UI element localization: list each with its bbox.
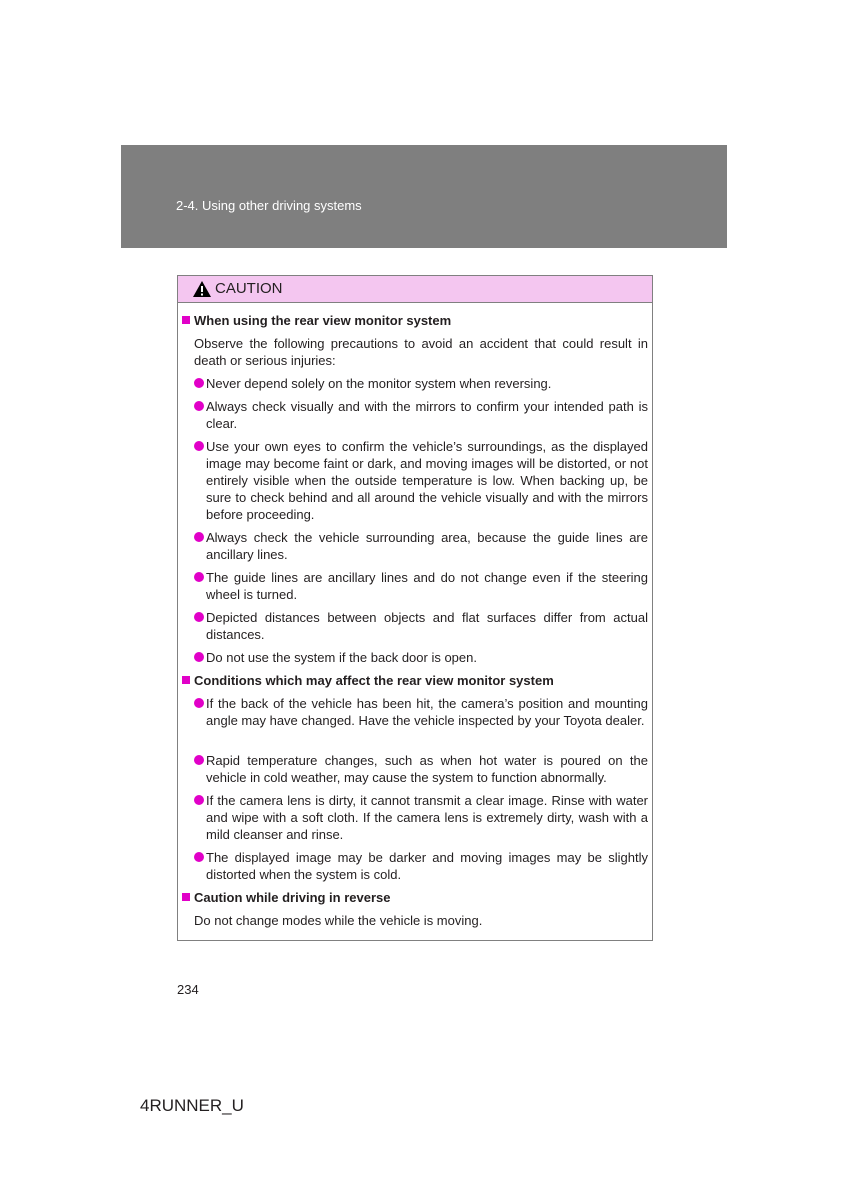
round-bullet-icon (194, 572, 204, 582)
square-bullet-icon (182, 893, 190, 901)
round-bullet-icon (194, 401, 204, 411)
list-item: The displayed image may be darker and moving images may be slightly distorted when the system is cold. (194, 849, 648, 883)
list-item: Depicted distances between objects and flat surfaces differ from actual distances. (194, 609, 648, 643)
list-item: If the back of the vehicle has been hit, the camera’s position and mounting angle may have changed. Have the vehicle inspected by your Toyota dealer. (194, 695, 648, 729)
section-intro: Observe the following precautions to avoid an accident that could result in death or serious injuries: (194, 336, 648, 368)
list-item: Rapid temperature changes, such as when hot water is poured on the vehicle in cold weather, may cause the system to function abnormally. (194, 752, 648, 786)
caution-header (178, 276, 652, 303)
round-bullet-icon (194, 755, 204, 765)
section-heading: Conditions which may affect the rear view monitor system (182, 672, 554, 689)
square-bullet-icon (182, 676, 190, 684)
section-intro: Do not change modes while the vehicle is moving. (194, 913, 483, 928)
list-item: The guide lines are ancillary lines and do not change even if the steering wheel is turned. (194, 569, 648, 603)
page-number: 234 (177, 982, 199, 997)
round-bullet-icon (194, 612, 204, 622)
caution-box (177, 275, 653, 941)
section-heading: Caution while driving in reverse (182, 889, 391, 906)
list-item: If the camera lens is dirty, it cannot transmit a clear image. Rinse with water and wipe with a soft cloth. If the camera lens is extremely dirty, wash with a mild cleanser and rinse. (194, 792, 648, 843)
list-item: Always check the vehicle surrounding area, because the guide lines are ancillary lines. (194, 529, 648, 563)
square-bullet-icon (182, 316, 190, 324)
caution-title: CAUTION (215, 280, 283, 297)
list-item: Never depend solely on the monitor system when reversing. (194, 375, 648, 392)
round-bullet-icon (194, 852, 204, 862)
round-bullet-icon (194, 795, 204, 805)
section-heading: When using the rear view monitor system (182, 312, 451, 329)
header-band (121, 145, 727, 248)
round-bullet-icon (194, 532, 204, 542)
list-item: Do not use the system if the back door is open. (194, 649, 648, 666)
list-item: Use your own eyes to confirm the vehicle’s surroundings, as the displayed image may become faint or dark, and moving images will be distorted, or not entirely visible when the outside temperature is low. When backing up, be sure to check behind and all around the vehicle visually and with the mirrors before proceeding. (194, 438, 648, 523)
round-bullet-icon (194, 441, 204, 451)
round-bullet-icon (194, 652, 204, 662)
round-bullet-icon (194, 698, 204, 708)
warning-triangle-icon (192, 280, 212, 298)
list-item: Always check visually and with the mirrors to confirm your intended path is clear. (194, 398, 648, 432)
section-title: 2-4. Using other driving systems (176, 198, 362, 213)
footer-code: 4RUNNER_U (140, 1096, 244, 1115)
round-bullet-icon (194, 378, 204, 388)
